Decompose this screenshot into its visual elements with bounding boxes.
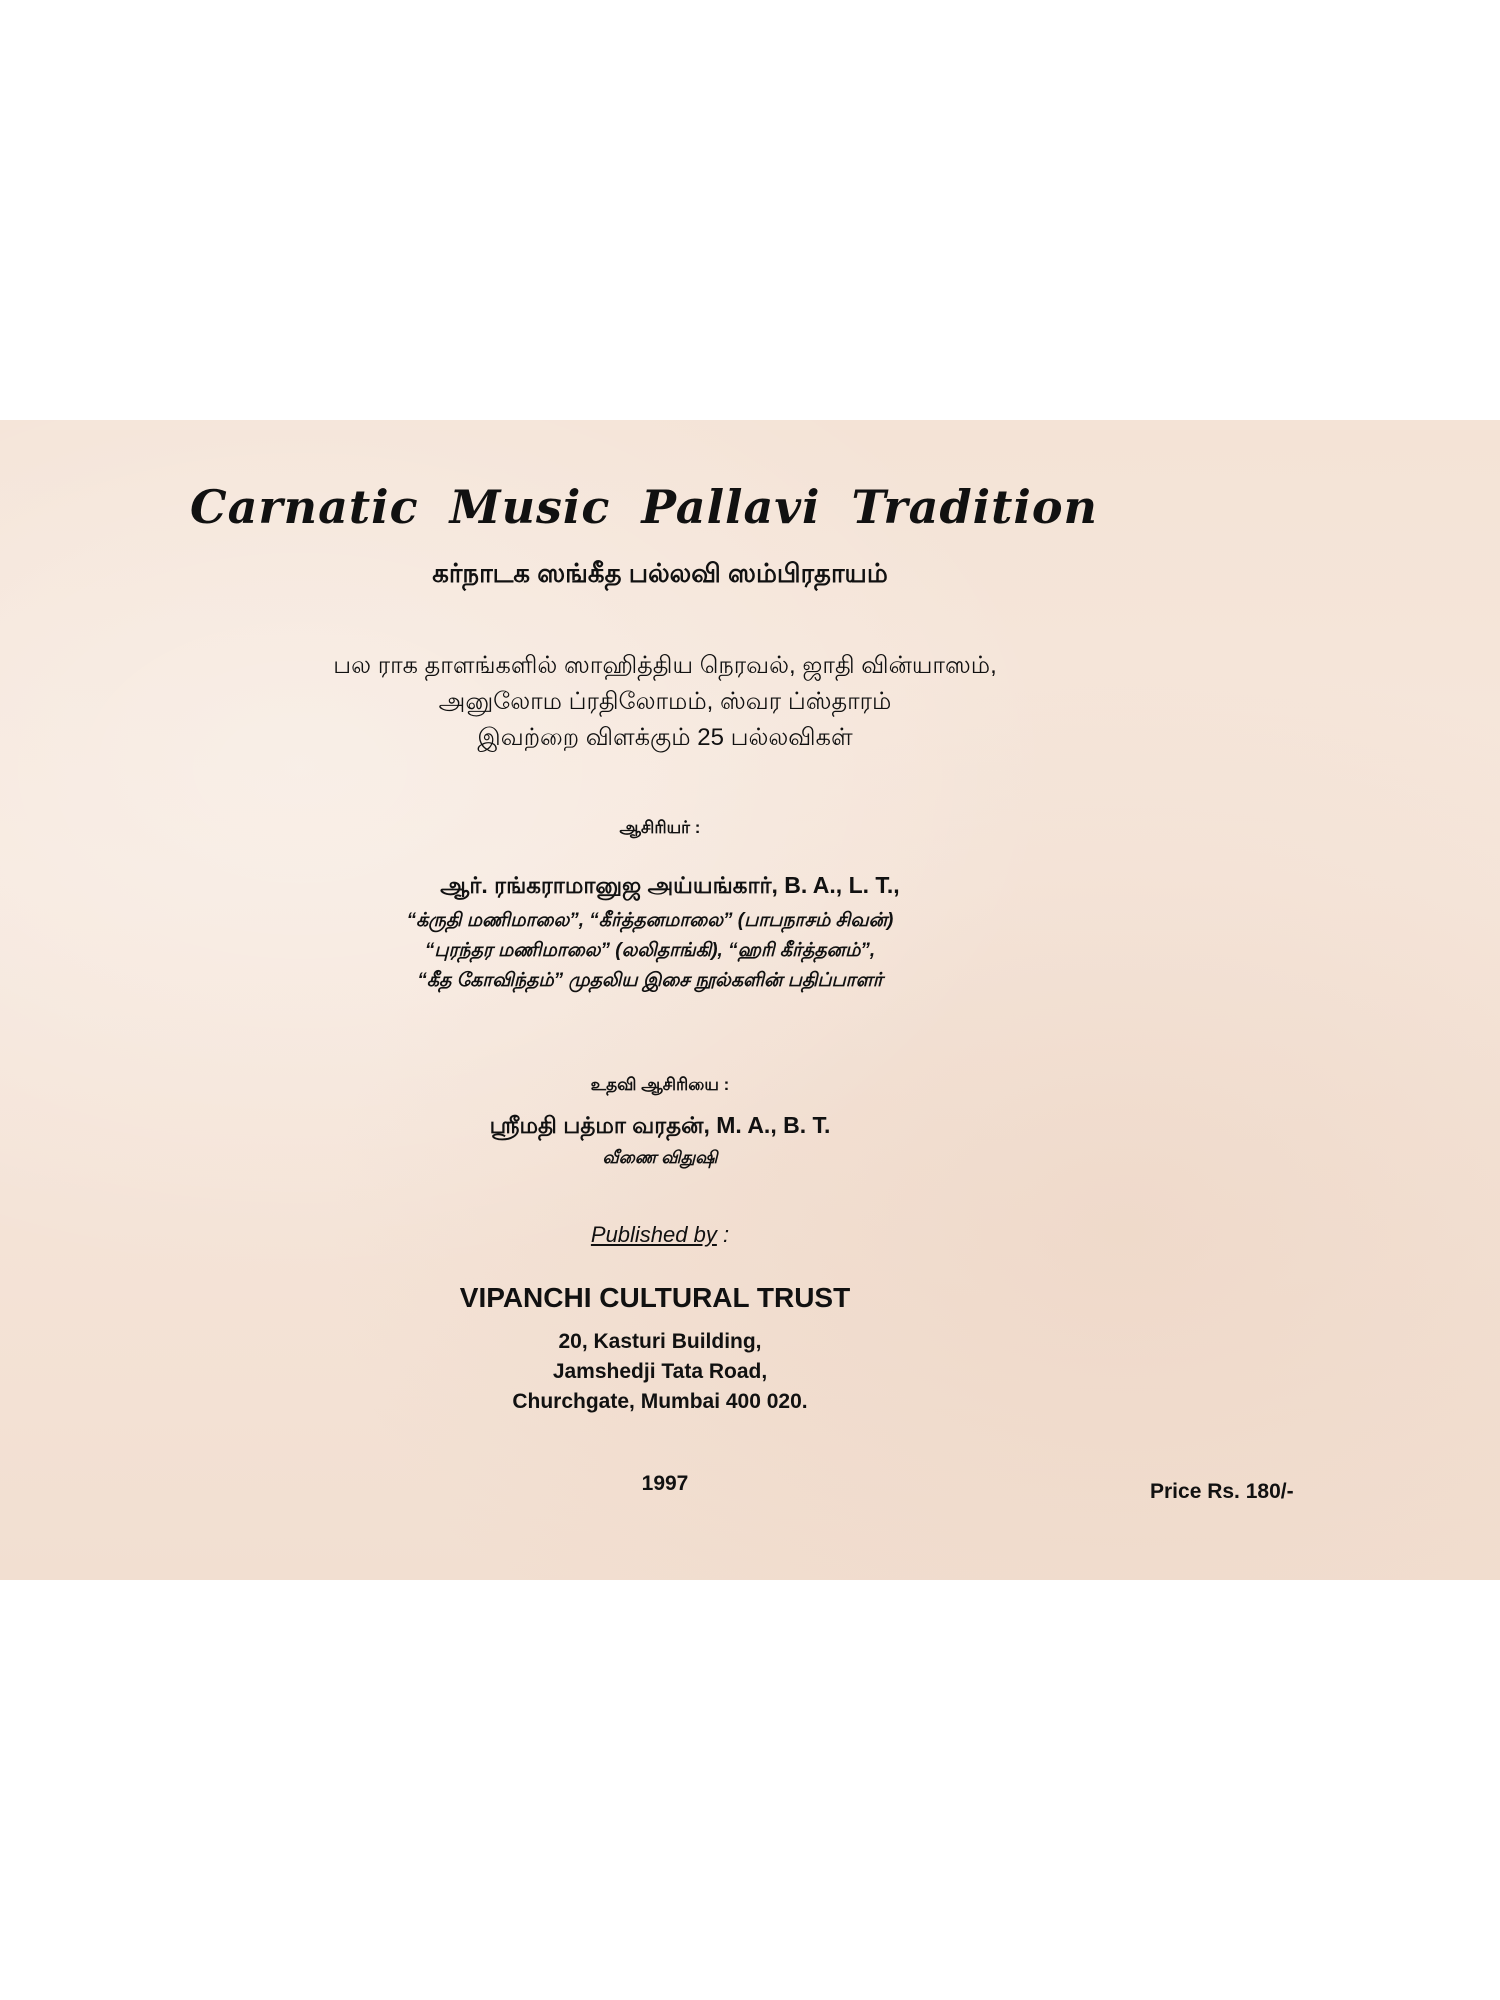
description-line-3: இவற்றை விளக்கும் 25 பல்லவிகள் xyxy=(477,724,853,751)
author-label: ஆசிரியர் : xyxy=(619,818,701,837)
author-works-line-1: “க்ருதி மணிமாலை”, “கீர்த்தனமாலை” (பாபநாசம் சிவன்) xyxy=(406,910,894,931)
price: Price Rs. 180/- xyxy=(1150,1480,1294,1503)
publisher-address-line-3: Churchgate, Mumbai 400 020. xyxy=(512,1390,808,1413)
assistant-label: உதவி ஆசிரியை : xyxy=(590,1075,730,1094)
author-name: ஆர். ரங்கராமானுஜ அய்யங்கார், B. A., L. T., xyxy=(440,872,900,898)
book-title-tamil: கர்நாடக ஸங்கீத பல்லவி ஸம்பிரதாயம் xyxy=(432,558,888,588)
assistant-name: ஸ்ரீமதி பத்மா வரதன், M. A., B. T. xyxy=(489,1112,831,1138)
assistant-title: வீணை விதுஷி xyxy=(602,1148,718,1167)
author-works-line-2: “புரந்தர மணிமாலை” (லலிதாங்கி), “ஹரி கீர்த்தனம்”, xyxy=(424,940,876,961)
publisher-address-line-2: Jamshedji Tata Road, xyxy=(552,1360,768,1383)
publisher-address-line-1: 20, Kasturi Building, xyxy=(558,1330,762,1353)
description-line-1: பல ராக தாளங்களில் ஸாஹித்திய நெரவல், ஜாதி வின்யாஸம், xyxy=(333,652,997,679)
published-by-text: Published by xyxy=(590,1222,717,1247)
publication-year: 1997 xyxy=(641,1472,689,1495)
publisher-name: VIPANCHI CULTURAL TRUST xyxy=(459,1282,851,1313)
published-by-label xyxy=(555,1222,765,1248)
title-page xyxy=(0,420,1500,1580)
published-by-colon: : xyxy=(716,1222,730,1247)
author-works-line-3: “கீத கோவிந்தம்” முதலிய இசை நூல்களின் பதிப்பாளர் xyxy=(417,970,883,991)
description-line-2: அனுலோம ப்ரதிலோமம், ஸ்வர ப்ஸ்தாரம் xyxy=(438,688,892,715)
book-title-english: Carnatic Music Pallavi Tradition xyxy=(190,480,1098,534)
